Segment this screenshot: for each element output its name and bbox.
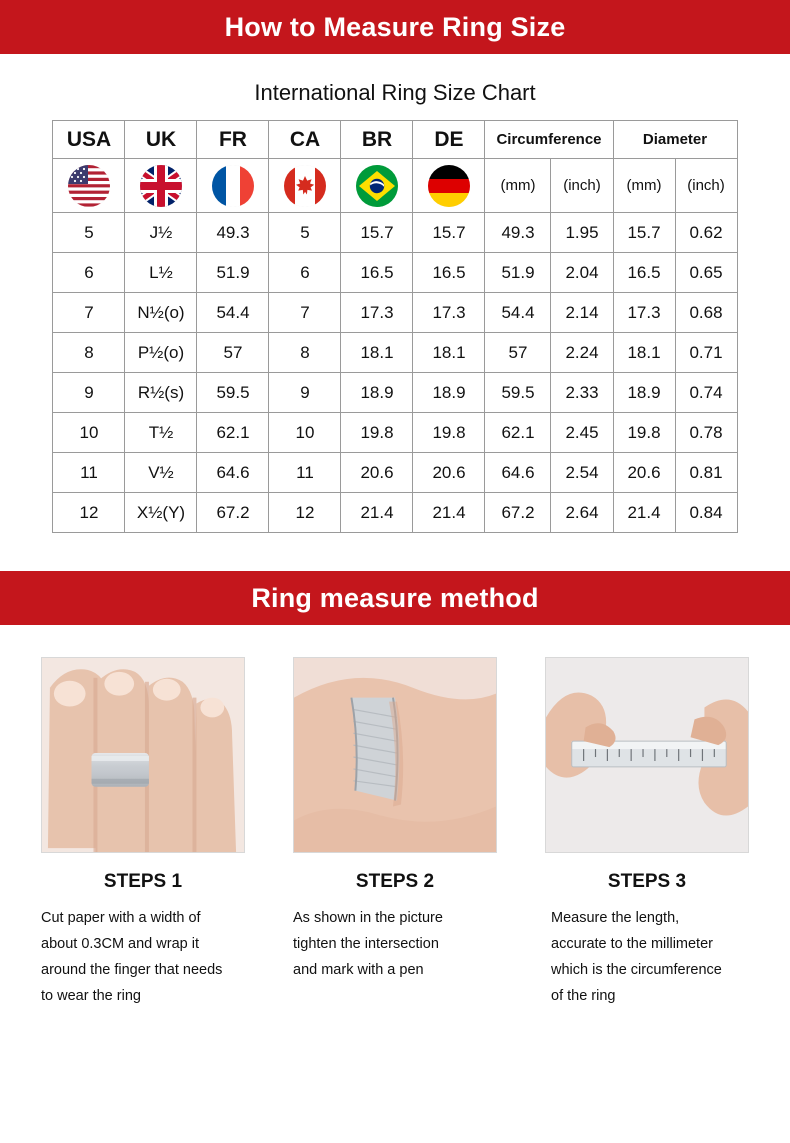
cell-uk: V½ <box>125 453 197 493</box>
cell-usa: 7 <box>53 293 125 333</box>
cell-circ-inch: 2.54 <box>551 453 613 493</box>
table-row <box>53 413 737 453</box>
cell-ca: 8 <box>269 333 341 373</box>
header-diameter: Diameter <box>613 121 737 159</box>
step-1-description <box>41 905 245 1009</box>
step-1-line-3: around the finger that needs <box>41 962 223 978</box>
cell-fr: 51.9 <box>197 253 269 293</box>
table-row <box>53 293 737 333</box>
flag-cell-usa <box>53 159 125 213</box>
cell-diam-mm: 15.7 <box>613 213 675 253</box>
paper-strip-on-finger-photo <box>293 657 497 853</box>
cell-br: 15.7 <box>341 213 413 253</box>
table-row <box>53 493 737 533</box>
cell-ca: 10 <box>269 413 341 453</box>
table-header-countries <box>53 121 737 159</box>
cell-uk: P½(o) <box>125 333 197 373</box>
cell-circ-mm: 49.3 <box>485 213 551 253</box>
cell-circ-mm: 57 <box>485 333 551 373</box>
step-3-line-3: which is the circumference <box>551 962 722 978</box>
cell-br: 18.1 <box>341 333 413 373</box>
cell-usa: 11 <box>53 453 125 493</box>
cell-diam-inch: 0.62 <box>675 213 737 253</box>
step-3-line-2: accurate to the millimeter <box>551 936 713 952</box>
table-row <box>53 213 737 253</box>
cell-uk: J½ <box>125 213 197 253</box>
chart-title: International Ring Size Chart <box>254 80 536 105</box>
flag-cell-fr <box>197 159 269 213</box>
cell-diam-inch: 0.68 <box>675 293 737 333</box>
step-2-line-1: As shown in the picture <box>293 910 443 926</box>
cell-usa: 8 <box>53 333 125 373</box>
cell-usa: 9 <box>53 373 125 413</box>
step-2-description <box>293 905 497 983</box>
cell-ca: 9 <box>269 373 341 413</box>
step-3-line-4: of the ring <box>551 988 616 1004</box>
cell-fr: 49.3 <box>197 213 269 253</box>
unit-circumference-inch: (inch) <box>551 159 613 213</box>
cell-de: 18.1 <box>413 333 485 373</box>
cell-diam-inch: 0.78 <box>675 413 737 453</box>
header-circumference: Circumference <box>485 121 613 159</box>
step-3 <box>545 657 749 1009</box>
cell-usa: 5 <box>53 213 125 253</box>
cell-fr: 64.6 <box>197 453 269 493</box>
cell-fr: 62.1 <box>197 413 269 453</box>
cell-br: 19.8 <box>341 413 413 453</box>
cell-circ-mm: 54.4 <box>485 293 551 333</box>
ring-size-table <box>52 120 737 533</box>
cell-de: 15.7 <box>413 213 485 253</box>
table-row <box>53 253 737 293</box>
header-usa: USA <box>53 121 125 159</box>
step-1-line-4: to wear the ring <box>41 988 141 1004</box>
cell-diam-mm: 18.9 <box>613 373 675 413</box>
cell-circ-inch: 2.24 <box>551 333 613 373</box>
cell-ca: 12 <box>269 493 341 533</box>
header-uk: UK <box>125 121 197 159</box>
cell-circ-mm: 59.5 <box>485 373 551 413</box>
cell-diam-mm: 20.6 <box>613 453 675 493</box>
cell-de: 19.8 <box>413 413 485 453</box>
cell-circ-mm: 64.6 <box>485 453 551 493</box>
cell-uk: X½(Y) <box>125 493 197 533</box>
header-de: DE <box>413 121 485 159</box>
cell-uk: T½ <box>125 413 197 453</box>
cell-ca: 11 <box>269 453 341 493</box>
step-3-line-1: Measure the length, <box>551 910 680 926</box>
germany-flag-icon <box>428 165 470 207</box>
cell-circ-inch: 2.45 <box>551 413 613 453</box>
cell-diam-mm: 21.4 <box>613 493 675 533</box>
step-3-label: STEPS 3 <box>607 871 687 892</box>
brazil-flag-icon <box>356 165 398 207</box>
cell-diam-mm: 19.8 <box>613 413 675 453</box>
cell-br: 18.9 <box>341 373 413 413</box>
cell-de: 21.4 <box>413 493 485 533</box>
step-2-line-2: tighten the intersection <box>293 936 439 952</box>
flag-cell-ca <box>269 159 341 213</box>
cell-circ-inch: 1.95 <box>551 213 613 253</box>
step-2 <box>293 657 497 1009</box>
cell-uk: N½(o) <box>125 293 197 333</box>
cell-ca: 6 <box>269 253 341 293</box>
header-ca: CA <box>269 121 341 159</box>
header-br: BR <box>341 121 413 159</box>
cell-diam-inch: 0.71 <box>675 333 737 373</box>
unit-diameter-inch: (inch) <box>675 159 737 213</box>
canada-flag-icon <box>284 165 326 207</box>
france-flag-icon <box>212 165 254 207</box>
cell-diam-inch: 0.81 <box>675 453 737 493</box>
cell-br: 17.3 <box>341 293 413 333</box>
usa-flag-icon <box>68 165 110 207</box>
cell-diam-mm: 18.1 <box>613 333 675 373</box>
measuring-paper-with-ruler-photo <box>545 657 749 853</box>
table-body <box>53 213 737 533</box>
unit-circumference-mm: (mm) <box>485 159 551 213</box>
cell-circ-inch: 2.14 <box>551 293 613 333</box>
cell-usa: 10 <box>53 413 125 453</box>
cell-usa: 6 <box>53 253 125 293</box>
flag-cell-uk <box>125 159 197 213</box>
flag-cell-de <box>413 159 485 213</box>
cell-diam-mm: 17.3 <box>613 293 675 333</box>
header-fr: FR <box>197 121 269 159</box>
unit-diameter-mm: (mm) <box>613 159 675 213</box>
step-2-label: STEPS 2 <box>355 871 435 892</box>
step-1-line-2: about 0.3CM and wrap it <box>41 936 199 952</box>
cell-diam-mm: 16.5 <box>613 253 675 293</box>
cell-circ-mm: 67.2 <box>485 493 551 533</box>
method-title: Ring measure method <box>0 571 790 625</box>
table-row <box>53 373 737 413</box>
steps-section <box>0 657 790 1009</box>
cell-uk: R½(s) <box>125 373 197 413</box>
cell-fr: 59.5 <box>197 373 269 413</box>
flag-cell-br <box>341 159 413 213</box>
cell-circ-mm: 51.9 <box>485 253 551 293</box>
cell-usa: 12 <box>53 493 125 533</box>
table-row <box>53 333 737 373</box>
cell-de: 17.3 <box>413 293 485 333</box>
cell-diam-inch: 0.65 <box>675 253 737 293</box>
cell-br: 20.6 <box>341 453 413 493</box>
step-1-line-1: Cut paper with a width of <box>41 910 201 926</box>
cell-diam-inch: 0.74 <box>675 373 737 413</box>
cell-circ-inch: 2.33 <box>551 373 613 413</box>
cell-fr: 57 <box>197 333 269 373</box>
cell-ca: 5 <box>269 213 341 253</box>
table-header-flags <box>53 159 737 213</box>
cell-de: 20.6 <box>413 453 485 493</box>
cell-fr: 54.4 <box>197 293 269 333</box>
size-chart-container <box>0 120 790 533</box>
step-1 <box>41 657 245 1009</box>
cell-br: 16.5 <box>341 253 413 293</box>
cell-fr: 67.2 <box>197 493 269 533</box>
cell-diam-inch: 0.84 <box>675 493 737 533</box>
cell-br: 21.4 <box>341 493 413 533</box>
cell-uk: L½ <box>125 253 197 293</box>
uk-flag-icon <box>140 165 182 207</box>
cell-circ-inch: 2.04 <box>551 253 613 293</box>
table-row <box>53 453 737 493</box>
step-3-description <box>545 905 749 1009</box>
cell-de: 16.5 <box>413 253 485 293</box>
step-1-label: STEPS 1 <box>103 871 183 892</box>
cell-ca: 7 <box>269 293 341 333</box>
cell-circ-mm: 62.1 <box>485 413 551 453</box>
cell-circ-inch: 2.64 <box>551 493 613 533</box>
hand-wearing-ring-photo <box>41 657 245 853</box>
step-2-line-3: and mark with a pen <box>293 962 424 978</box>
cell-de: 18.9 <box>413 373 485 413</box>
page-title: How to Measure Ring Size <box>0 0 790 54</box>
